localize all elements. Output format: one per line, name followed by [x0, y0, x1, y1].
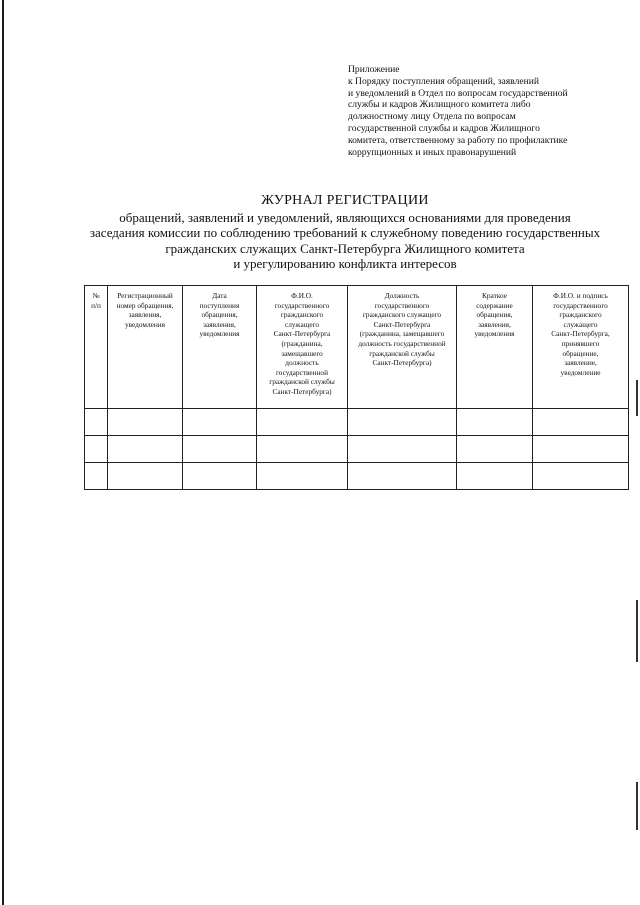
appendix-line: к Порядку поступления обращений, заявлений	[348, 75, 540, 87]
column-header-line: уведомления	[474, 329, 515, 339]
journal-subtitle-line: заседания комиссии по соблюдению требований к служебному поведению государственных	[89, 225, 601, 240]
table-cell	[108, 409, 183, 436]
journal-subtitle-line: и урегулированию конфликта интересов	[233, 256, 457, 271]
column-header-line: служащего	[563, 319, 598, 329]
column-header-line: уведомление	[560, 367, 601, 377]
appendix-line: и уведомлений в Отдел по вопросам государственной	[348, 87, 568, 99]
table-cell	[533, 409, 629, 436]
column-header	[85, 286, 108, 409]
appendix-line: комитета, ответственному за работу по профилактике	[348, 134, 568, 146]
appendix-note	[348, 64, 633, 158]
column-header-line: заявление,	[564, 358, 597, 368]
column-header-line: уведомления	[199, 329, 240, 339]
column-header-line: государственного	[274, 300, 330, 310]
table-cell	[257, 409, 348, 436]
table-cell	[183, 436, 257, 463]
column-header	[183, 286, 257, 409]
table-cell	[108, 436, 183, 463]
table-cell	[457, 463, 533, 490]
column-header-line: должность	[285, 358, 319, 368]
scan-edge-mark	[636, 380, 638, 416]
table-row	[85, 436, 629, 463]
column-header-line: гражданского служащего	[362, 310, 442, 320]
table-cell	[85, 409, 108, 436]
table-row	[85, 409, 629, 436]
column-header-line: №	[92, 291, 100, 300]
appendix-line: службы и кадров Жилищного комитета либо	[348, 99, 531, 111]
column-header-line: обращение,	[562, 348, 599, 358]
appendix-line: коррупционных и иных правонарушений	[348, 146, 517, 158]
column-header-line: замещавшего	[281, 348, 323, 358]
scan-edge-mark	[636, 600, 638, 662]
column-header-line: Должность	[384, 291, 420, 300]
table-cell	[257, 436, 348, 463]
journal-heading	[60, 193, 630, 272]
journal-table	[84, 285, 629, 490]
table-cell	[348, 436, 457, 463]
column-header-line: Дата	[212, 291, 227, 300]
column-header-line: должность государственной	[358, 338, 446, 348]
column-header-line: гражданского	[559, 310, 602, 320]
column-header	[457, 286, 533, 409]
column-header-line: обращения,	[476, 310, 513, 320]
column-header-line: обращения,	[201, 310, 238, 320]
table-cell	[533, 436, 629, 463]
column-header	[348, 286, 457, 409]
scan-left-edge	[2, 0, 4, 905]
journal-subtitle-line: обращений, заявлений и уведомлений, являющихся основаниями для проведения	[119, 209, 571, 225]
column-header-line: заявления,	[203, 319, 236, 329]
column-header-line: (гражданина,	[281, 338, 323, 348]
column-header-line: п/п	[91, 300, 101, 310]
table-header-row	[85, 286, 629, 409]
column-header-line: государственной	[275, 367, 328, 377]
column-header-line: служащего	[284, 319, 320, 329]
column-header-line: гражданской службы	[269, 377, 335, 387]
appendix-line: государственной службы и кадров Жилищного	[348, 122, 540, 134]
table-cell	[457, 436, 533, 463]
column-header-line: поступления	[199, 300, 240, 310]
table-cell	[457, 409, 533, 436]
journal-subtitle-line: гражданских служащих Санкт-Петербурга Жилищного комитета	[165, 240, 525, 256]
column-header	[108, 286, 183, 409]
appendix-title: Приложение	[348, 64, 400, 75]
column-header-line: Санкт-Петербурга)	[272, 386, 332, 396]
column-header-line: Санкт-Петербурга,	[551, 329, 610, 339]
column-header-line: Регистрационный	[117, 291, 173, 300]
column-header-line: содержание	[476, 300, 513, 310]
column-header-line: Санкт-Петербурга	[373, 319, 431, 329]
table-cell	[85, 463, 108, 490]
table-cell	[85, 436, 108, 463]
column-header-line: заявления,	[478, 319, 511, 329]
column-header-line: государственного	[553, 300, 608, 310]
column-header-line: уведомления	[124, 319, 166, 329]
column-header-line: гражданского	[280, 310, 324, 320]
table-cell	[533, 463, 629, 490]
column-header-line: принявшего	[561, 338, 600, 348]
table-cell	[348, 463, 457, 490]
column-header-line: (гражданина, замещавшего	[359, 329, 445, 339]
column-header	[257, 286, 348, 409]
column-header-line: заявления,	[128, 310, 162, 320]
scan-edge-mark	[636, 782, 638, 830]
journal-title: ЖУРНАЛ РЕГИСТРАЦИИ	[261, 193, 429, 208]
column-header-line: Краткое	[482, 291, 507, 300]
column-header-line: номер обращения,	[116, 300, 174, 310]
table-cell	[183, 463, 257, 490]
column-header-line: Ф.И.О.	[291, 291, 313, 300]
table-cell	[348, 409, 457, 436]
column-header-line: государственного	[374, 300, 430, 310]
column-header	[533, 286, 629, 409]
table-cell	[108, 463, 183, 490]
column-header-line: Санкт-Петербурга)	[372, 358, 432, 368]
table-row	[85, 463, 629, 490]
table-cell	[183, 409, 257, 436]
appendix-line: должностному лицу Отдела по вопросам	[348, 111, 516, 123]
column-header-line: Санкт-Петербурга	[273, 329, 331, 339]
column-header-line: Ф.И.О. и подпись	[553, 291, 608, 300]
table-cell	[257, 463, 348, 490]
column-header-line: гражданской службы	[369, 348, 435, 358]
